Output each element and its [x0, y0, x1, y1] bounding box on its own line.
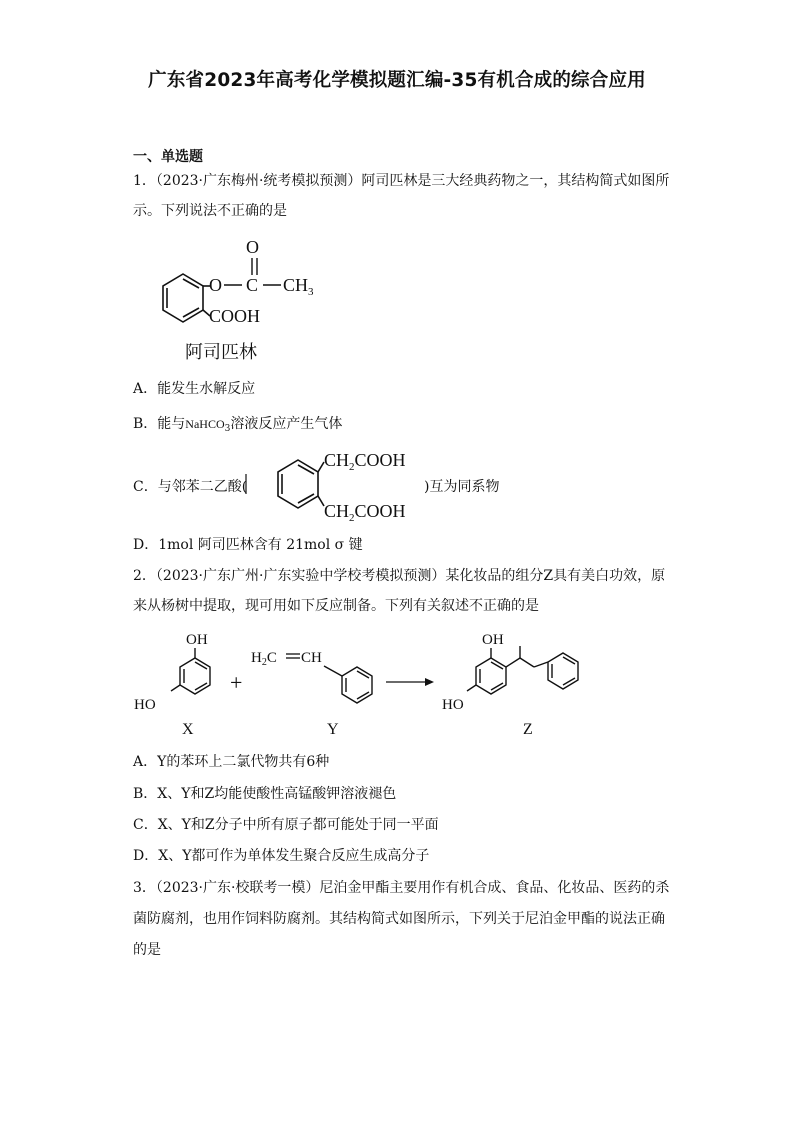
y-methylene-label: $H_2C$	[251, 650, 277, 668]
x-benzene-ring	[180, 658, 210, 694]
phenylenediacetic-acid-structure	[240, 444, 420, 524]
q1-stem-line2: 示。下列说法不正确的是	[133, 203, 287, 219]
lower-substituent-label: $CH_2COOH$	[324, 501, 406, 524]
q1-option-d: D．1mol 阿司匹林含有 21mol σ 键	[133, 537, 363, 553]
q2-option-d: D．X、Y都可作为单体发生聚合反应生成高分子	[133, 848, 430, 864]
aspirin-structure	[125, 232, 340, 367]
y-methine-label: CH	[301, 650, 322, 666]
q2-stem-line1: 2．（2023·广东广州·广东实验中学校考模拟预测）某化妆品的组分Z具有美白功效，原	[133, 568, 666, 584]
benzene-ring	[163, 274, 203, 322]
plus-sign: +	[230, 670, 243, 695]
q3-stem-line2: 菌防腐剂，也用作饲料防腐剂。其结构简式如图所示，下列关于尼泊金甲酯的说法正确	[133, 911, 665, 927]
q3-stem-line3: 的是	[133, 942, 161, 958]
x-label: X	[182, 721, 194, 738]
x-hydroxyl-top: OH	[186, 632, 208, 648]
q2-stem-line2: 来从杨树中提取，现可用如下反应制备。下列有关叙述不正确的是	[133, 598, 539, 614]
ester-oxygen-label: O	[209, 275, 222, 295]
z-hydroxyl-top: OH	[482, 632, 504, 648]
z-hydroxyl-left: HO	[442, 697, 464, 713]
page-title: 广东省2023年高考化学模拟题汇编-35有机合成的综合应用	[148, 70, 646, 91]
q1-option-c-prefix: C．与邻苯二乙酸(	[133, 479, 248, 495]
q2-option-c: C．X、Y和Z分子中所有原子都可能处于同一平面	[133, 817, 439, 833]
y-label: Y	[327, 721, 339, 738]
z-label: Z	[523, 721, 533, 738]
section-heading: 一、单选题	[133, 149, 203, 165]
benzene-ring	[278, 460, 318, 508]
q2-option-a: A．Y的苯环上二氯代物共有6种	[133, 754, 330, 770]
q3-stem-line1: 3．（2023·广东·校联考一模）尼泊金甲酯主要用作有机合成、食品、化妆品、医药的杀	[133, 880, 670, 896]
carbonyl-carbon-label: C	[246, 275, 259, 295]
q2-option-b: B．X、Y和Z均能使酸性高锰酸钾溶液褪色	[133, 786, 397, 802]
reaction-scheme	[128, 624, 598, 742]
reaction-arrow-head	[425, 678, 434, 686]
carbonyl-oxygen-label: O	[246, 237, 259, 257]
q1-option-c-suffix: )互为同系物	[424, 479, 500, 495]
q1-option-a: A．能发生水解反应	[133, 381, 256, 397]
x-hydroxyl-left: HO	[134, 697, 156, 713]
z-phenyl-ring	[548, 653, 578, 689]
z-phenol-ring	[476, 658, 506, 694]
y-benzene-ring	[342, 667, 372, 703]
upper-substituent-label: $CH_2COOH$	[324, 450, 406, 473]
structure-caption: 阿司匹林	[185, 342, 257, 363]
methyl-label: $CH_3$	[283, 275, 314, 298]
q1-option-b: B．能与NaHCO$_3$溶液反应产生气体	[133, 416, 343, 434]
carboxyl-label: COOH	[209, 306, 261, 326]
q1-stem-line1: 1．（2023·广东梅州·统考模拟预测）阿司匹林是三大经典药物之一，其结构简式如图所	[133, 173, 670, 189]
